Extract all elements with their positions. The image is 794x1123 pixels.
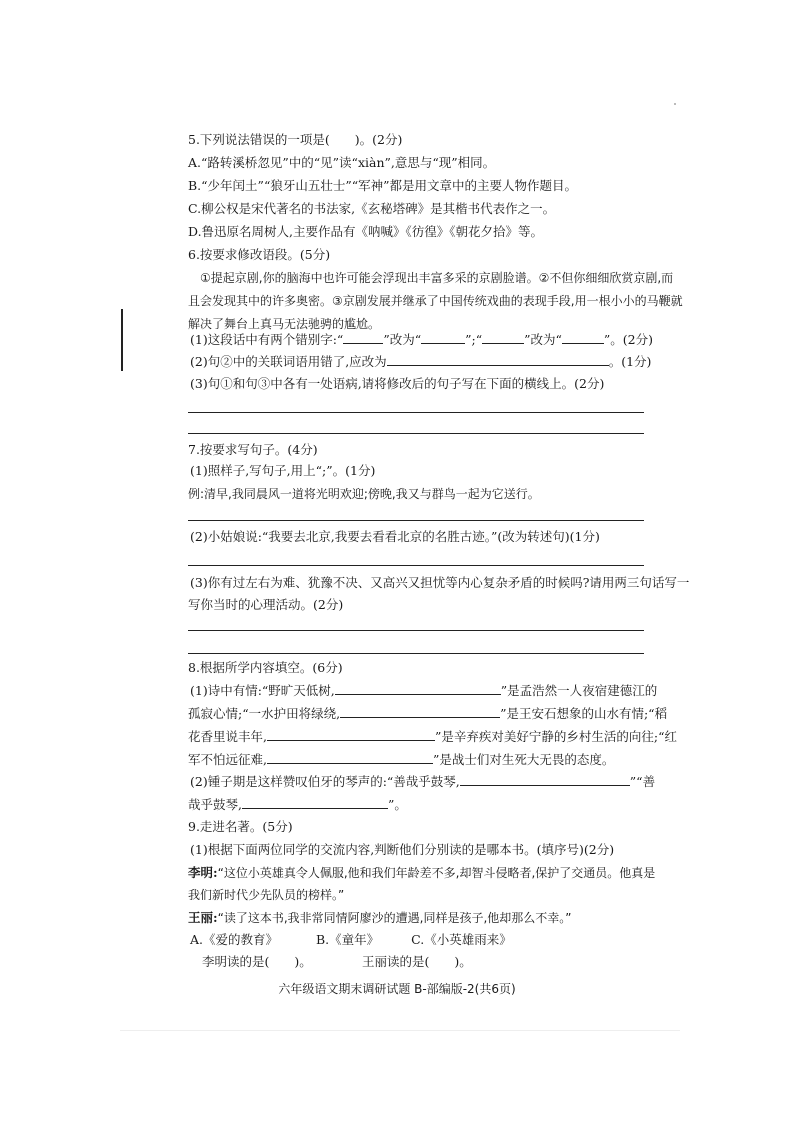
q8-line-5-text-b: ”“善	[629, 774, 656, 789]
q8-line-1-text-a: (1)诗中有情:“野旷天低树,	[190, 683, 335, 698]
q8-line-3	[188, 727, 677, 746]
q7-sub3-line-2: 写你当时的心理活动。(2分)	[188, 597, 344, 612]
q9-liming-name: 李明:	[188, 865, 218, 880]
q8-line-2-text-a: 孤寂心情;“一水护田将绿绕,	[188, 706, 341, 721]
q7-sub3-line-1: (3)你有过左右为难、犹豫不决、又高兴又担忧等内心复杂矛盾的时候吗?请用两三句话写一	[190, 575, 690, 590]
q8-line-2-text-b: ”是王安石想象的山水有情;“稻	[500, 706, 668, 721]
q6-title: 6.按要求修改语段。(5分)	[188, 247, 331, 262]
q8-line-1	[190, 681, 657, 700]
q6-sub1-text-a: (1)这段话中有两个错别字:“	[190, 332, 344, 347]
q6-sub1-text-b: ”改为“	[383, 332, 422, 347]
q8-line-5-text-a: (2)锺子期是这样赞叹伯牙的琴声的:“善哉乎鼓琴,	[190, 774, 460, 789]
q8-blank-2[interactable]	[340, 704, 500, 718]
q8-blank-4[interactable]	[267, 750, 433, 764]
q6-sub1-text-c: ”;“	[465, 332, 483, 347]
margin-mark	[121, 309, 123, 371]
q9-sub1: (1)根据下面两位同学的交流内容,判断他们分别读的是哪本书。(填序号)(2分)	[190, 842, 615, 857]
q8-blank-1[interactable]	[335, 681, 501, 695]
q6-sub1-text-e: ”。(2分)	[603, 332, 653, 347]
q9-liming-line-2: 我们新时代少先队员的榜样。”	[188, 888, 345, 902]
q6-sub2-text-a: (2)句②中的关联词语用错了,应改为	[190, 354, 387, 369]
q5-option-a: A.“路转溪桥忽见”中的“见”读“xiàn”,意思与“现”相同。	[188, 155, 496, 170]
q6-sub1-text-d: ”改为“	[524, 332, 562, 347]
scan-edge-line	[120, 1030, 680, 1031]
q8-line-6-text-a: 哉乎鼓琴,	[188, 797, 242, 812]
q6-sub3: (3)句①和句③中各有一处语病,请将修改后的句子写在下面的横线上。(2分)	[190, 376, 605, 391]
q7-answer-line-3[interactable]	[188, 630, 644, 631]
q6-blank-3[interactable]	[482, 330, 524, 344]
q8-blank-5[interactable]	[460, 772, 630, 786]
q7-answer-line-2[interactable]	[188, 565, 644, 566]
q9-wangli-line	[188, 909, 572, 927]
page-footer: 六年级语文期末调研试题 B-部编版-2(共6页)	[278, 982, 516, 996]
q9-option-c: C.《小英雄雨来》	[411, 932, 512, 947]
q7-example: 例:清早,我同晨风一道将光明欢迎;傍晚,我又与群鸟一起为它送行。	[188, 487, 540, 501]
q9-liming-text-1: “这位小英雄真令人佩服,他和我们年龄差不多,却智斗侵略者,保护了交通员。他真是	[217, 866, 656, 880]
q5-option-d: D.鲁迅原名周树人,主要作品有《呐喊》《彷徨》《朝花夕拾》等。	[188, 224, 544, 239]
q7-answer-line-1[interactable]	[188, 520, 644, 521]
q8-line-6-text-b: ”。	[387, 797, 407, 812]
q8-blank-6[interactable]	[242, 795, 388, 809]
q9-wangli-text: “读了这本书,我非常同情阿廖沙的遭遇,同样是孩子,他却那么不幸。”	[217, 911, 572, 925]
q9-options	[190, 931, 512, 949]
q8-line-4-text-a: 军不怕远征难,	[188, 752, 267, 767]
q8-line-3-text-a: 花香里说丰年,	[188, 729, 267, 744]
q8-line-5	[190, 772, 655, 791]
q6-passage-line-2: 且会发现其中的许多奥密。③京剧发展并继承了中国传统戏曲的表现手段,用一根小小的马鞭就	[188, 294, 683, 308]
q6-blank-2[interactable]	[421, 330, 465, 344]
q6-blank-1[interactable]	[343, 330, 383, 344]
q8-line-2	[188, 704, 667, 723]
q9-title: 9.走进名著。(5分)	[188, 819, 293, 834]
q7-title: 7.按要求写句子。(4分)	[188, 442, 318, 457]
q8-line-6	[188, 795, 407, 814]
q8-line-4	[188, 750, 614, 769]
q6-answer-line-2[interactable]	[188, 433, 644, 434]
q9-answer-wangli[interactable]: 王丽读的是( )。	[362, 954, 472, 969]
q6-blank-4[interactable]	[562, 330, 604, 344]
q6-sub1	[190, 330, 653, 349]
q7-sub2: (2)小姑娘说:“我要去北京,我要去看看北京的名胜古迹。”(改为转述句)(1分)	[190, 529, 600, 544]
q8-line-4-text-b: ”是战士们对生死大无畏的态度。	[432, 752, 615, 767]
q9-answer-liming[interactable]: 李明读的是( )。	[202, 954, 312, 969]
q6-answer-line-1[interactable]	[188, 412, 644, 413]
q8-title: 8.根据所学内容填空。(6分)	[188, 660, 343, 675]
q5-option-c: C.柳公权是宋代著名的书法家,《玄秘塔碑》是其楷书代表作之一。	[188, 201, 556, 216]
q6-blank-conjunction[interactable]	[387, 352, 609, 366]
q5-option-b: B.“少年闰土”“狼牙山五壮士”“军神”都是用文章中的主要人物作题目。	[188, 178, 578, 193]
q6-passage-line-3: 解决了舞台上真马无法驰骋的尴尬。	[188, 317, 381, 331]
q6-sub2	[190, 352, 651, 371]
q5-title: 5.下列说法错误的一项是( )。(2分)	[188, 132, 403, 147]
q9-wangli-name: 王丽:	[188, 910, 218, 925]
q9-liming-line-1	[188, 864, 655, 882]
q8-blank-3[interactable]	[267, 727, 435, 741]
q7-answer-line-4[interactable]	[188, 653, 644, 654]
q9-option-b: B.《童年》	[315, 932, 380, 947]
q6-sub2-text-b: 。(1分)	[608, 354, 652, 369]
q8-line-3-text-b: ”是辛弃疾对美好宁静的乡村生活的向往;“红	[434, 729, 677, 744]
q9-option-a: A.《爱的教育》	[190, 932, 279, 947]
scan-speck	[674, 103, 676, 105]
q8-line-1-text-b: ”是孟浩然一人夜宿建德江的	[500, 683, 658, 698]
q7-sub1: (1)照样子,写句子,用上“;”。(1分)	[190, 463, 376, 478]
q6-passage-line-1: ①提起京剧,你的脑海中也许可能会浮现出丰富多采的京剧脸谱。②不但你细细欣赏京剧,而	[200, 271, 674, 285]
